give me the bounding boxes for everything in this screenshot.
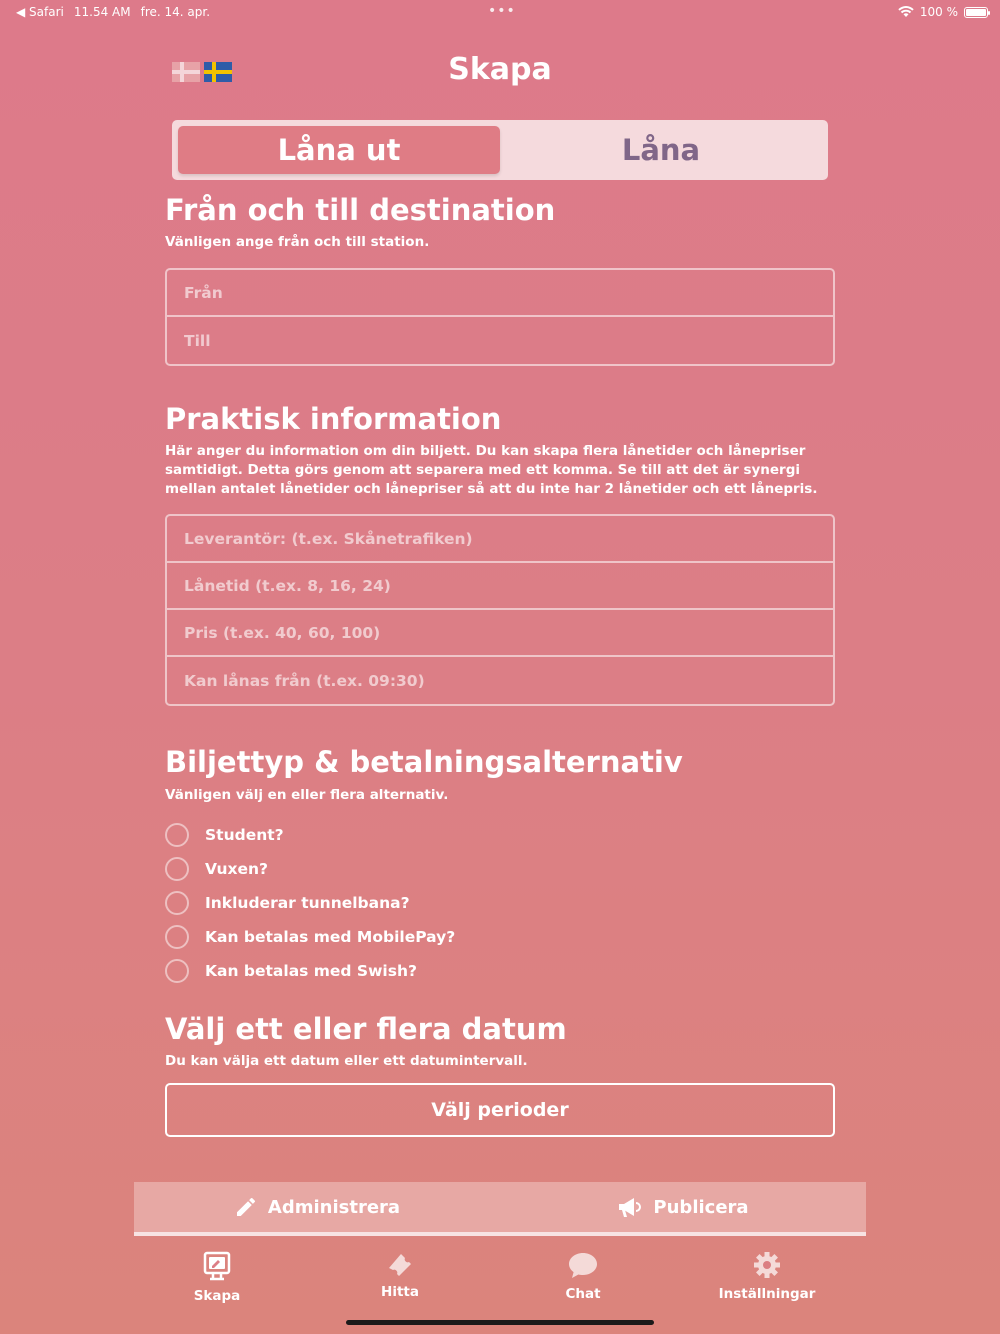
choose-periods-button[interactable]: Välj perioder: [165, 1083, 835, 1137]
chat-bubble-icon: [567, 1250, 599, 1280]
ticket-type-title: Biljettyp & betalningsalternativ: [165, 745, 683, 779]
ticket-options-list: [165, 818, 455, 988]
practical-info-fields: [165, 514, 835, 706]
action-bar: [134, 1182, 866, 1236]
to-input[interactable]: [184, 332, 833, 350]
tab-borrow[interactable]: Låna: [621, 133, 701, 167]
tab-lend-out[interactable]: Låna ut: [178, 126, 500, 174]
option-subway[interactable]: [165, 886, 455, 920]
tab-create[interactable]: [147, 1250, 287, 1304]
option-adult[interactable]: [165, 852, 455, 886]
back-to-safari-link[interactable]: ◀ Safari: [16, 5, 64, 19]
publish-label: Publicera: [653, 1196, 749, 1218]
lend-borrow-segmented-control: [172, 120, 828, 180]
tab-chat[interactable]: [513, 1250, 653, 1302]
tab-find-label: Hitta: [381, 1284, 419, 1300]
radio-circle-icon[interactable]: [165, 823, 189, 847]
administer-label: Administrera: [267, 1196, 401, 1218]
battery-icon: [964, 7, 988, 18]
tab-chat-label: Chat: [565, 1286, 601, 1302]
available-from-input[interactable]: [184, 672, 833, 690]
option-label: Kan betalas med Swish?: [205, 962, 417, 980]
status-time: 11.54 AM: [73, 5, 131, 19]
option-mobilepay[interactable]: [165, 920, 455, 954]
ticket-type-description: Vänligen välj en eller flera alternativ.: [165, 787, 449, 803]
loan-time-input[interactable]: [184, 577, 833, 595]
option-swish[interactable]: [165, 954, 455, 988]
radio-circle-icon[interactable]: [165, 857, 189, 881]
option-label: Vuxen?: [205, 860, 269, 878]
home-indicator[interactable]: [346, 1320, 654, 1325]
radio-circle-icon[interactable]: [165, 925, 189, 949]
bottom-tab-bar: [0, 1244, 1000, 1314]
publish-button[interactable]: [500, 1182, 866, 1232]
option-label: Inkluderar tunnelbana?: [205, 894, 410, 912]
tab-create-label: Skapa: [193, 1288, 241, 1304]
practical-info-title: Praktisk information: [165, 402, 502, 436]
option-label: Kan betalas med MobilePay?: [205, 928, 456, 946]
multitasking-dots[interactable]: •••: [488, 3, 516, 19]
gear-icon: [752, 1250, 782, 1280]
status-date: fre. 14. apr.: [140, 5, 211, 19]
destination-fields: [165, 268, 835, 366]
administer-button[interactable]: [134, 1182, 500, 1232]
practical-info-description: Här anger du information om din biljett. Du kan skapa flera lånetider och lånepriser samtidigt. Detta görs genom att separera med ett komma. Se till att det är synergi mellan antalet lånetider och lånepriser så att du inte har 2 lånetider och ett lånepris.: [165, 443, 818, 497]
create-ticket-icon: [201, 1250, 233, 1282]
battery-percent: 100 %: [919, 5, 958, 19]
tab-settings[interactable]: [697, 1250, 837, 1302]
pencil-icon: [234, 1195, 258, 1219]
status-bar: [0, 0, 1000, 24]
tab-find[interactable]: [330, 1250, 470, 1300]
dates-title: Välj ett eller flera datum: [165, 1012, 567, 1046]
price-input[interactable]: [184, 624, 833, 642]
wifi-icon: [898, 6, 914, 18]
ticket-icon: [385, 1250, 415, 1278]
provider-input[interactable]: [184, 530, 833, 548]
tab-settings-label: Inställningar: [718, 1286, 816, 1302]
page-title: Skapa: [448, 52, 552, 87]
destination-description: Vänligen ange från och till station.: [165, 234, 430, 250]
option-label: Student?: [205, 826, 284, 844]
dates-description: Du kan välja ett datum eller ett datumintervall.: [165, 1053, 528, 1069]
megaphone-icon: [617, 1195, 643, 1219]
destination-title: Från och till destination: [165, 193, 556, 227]
radio-circle-icon[interactable]: [165, 891, 189, 915]
from-input[interactable]: [184, 284, 833, 302]
radio-circle-icon[interactable]: [165, 959, 189, 983]
option-student[interactable]: [165, 818, 455, 852]
